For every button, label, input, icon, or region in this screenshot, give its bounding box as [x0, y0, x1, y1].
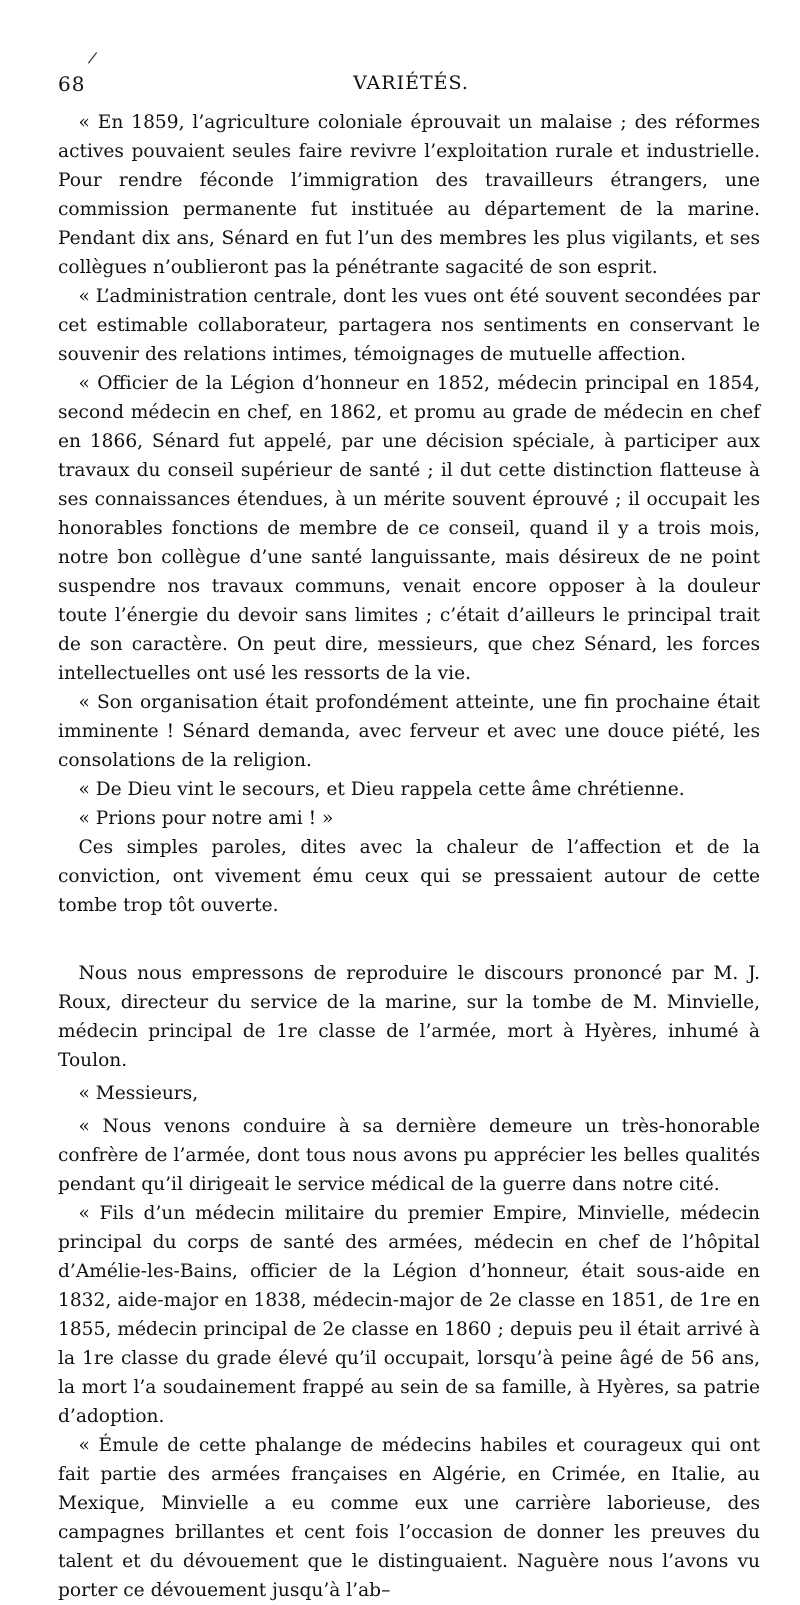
paragraph: « Officier de la Légion d’honneur en 1852, médecin principal en 1854, second médecin en chef, en 1862, et promu au grade de médecin en chef en 1866, Sénard fut appelé, par une décision spéciale, à participer aux travaux du conseil supérieur de santé ; il dut cette distinction flatteuse à ses connaissances étendues, à un mérite souvent éprouvé ; il occupait les honorables fonctions de membre de ce conseil, quand il y a trois mois, notre bon collègue d’une santé languissante, mais désireux de ne point suspendre nos travaux communs, venait encore opposer à la douleur toute l’énergie du devoir sans limites ; c’était d’ailleurs le principal trait de son caractère. On peut dire, messieurs, que chez Sénard, les forces intellectuelles ont usé les ressorts de la vie.	[58, 373, 760, 684]
paragraph: « En 1859, l’agriculture coloniale éprouvait un malaise ; des réformes actives pouvaient seules faire revivre l’exploitation rurale et industrielle. Pour rendre féconde l’immigration des travailleurs étrangers, une commission permanente fut instituée au département de la marine. Pendant dix ans, Sénard en fut l’un des membres les plus vigilants, et ses collègues n’oublieront pas la pénétrante sagacité de son esprit.	[58, 112, 760, 278]
paragraph: « Émule de cette phalange de médecins habiles et courageux qui ont fait partie des armées françaises en Algérie, en Crimée, en Italie, au Mexique, Minvielle a eu comme eux une carrière laborieuse, des campagnes brillantes et cent fois l’occasion de donner les preuves du talent et du dévouement que le distinguaient. Naguère nous l’avons vu porter ce dévouement jusqu’à l’ab–	[58, 1435, 760, 1601]
stray-mark: /	[86, 47, 99, 68]
section-intro-paragraph: Nous nous empressons de reproduire le discours prononcé par M. J. Roux, directeur du service de la marine, sur la tombe de M. Minvielle, médecin principal de 1re classe de l’armée, mort à Hyères, inhumé à Toulon.	[58, 963, 760, 1071]
paragraph: « Fils d’un médecin militaire du premier Empire, Minvielle, médecin principal du corps de santé des armées, médecin en chef de l’hôpital d’Amélie-les-Bains, officier de la Légion d’honneur, était sous-aide en 1832, aide-major en 1838, médecin-major de 2e classe en 1851, de 1re en 1855, médecin principal de 2e classe en 1860 ; depuis peu il était arrivé à la 1re classe du grade élevé qu’il occupait, lorsqu’à peine âgé de 56 ans, la mort l’a soudainement frappé au sein de sa famille, à Hyères, sa patrie d’adoption.	[58, 1203, 760, 1427]
paragraph: « Prions pour notre ami ! »	[78, 808, 334, 829]
paragraph: « L’administration centrale, dont les vues ont été souvent secondées par cet estimable collaborateur, partagera nos sentiments en conservant le souvenir des relations intimes, témoignages de mutuelle affection.	[58, 286, 760, 365]
page-number: 68	[58, 72, 86, 96]
article-body	[58, 108, 760, 1605]
paragraph: « De Dieu vint le secours, et Dieu rappela cette âme chrétienne.	[78, 779, 685, 800]
paragraph: Ces simples paroles, dites avec la chaleur de l’affection et de la conviction, ont vivement ému ceux qui se pressaient autour de cette tombe trop tôt ouverte.	[58, 837, 760, 916]
paragraph: « Nous venons conduire à sa dernière demeure un très-honorable confrère de l’armée, dont tous nous avons pu apprécier les belles qualités pendant qu’il dirigeait le service médical de la guerre dans notre cité.	[58, 1116, 760, 1195]
running-title: VARIÉTÉS.	[353, 72, 469, 94]
page-header	[58, 72, 764, 102]
paragraph: « Son organisation était profondément atteinte, une fin prochaine était imminente ! Sénard demanda, avec ferveur et avec une douce piété, les consolations de la religion.	[58, 692, 760, 771]
salutation: « Messieurs,	[78, 1083, 199, 1104]
